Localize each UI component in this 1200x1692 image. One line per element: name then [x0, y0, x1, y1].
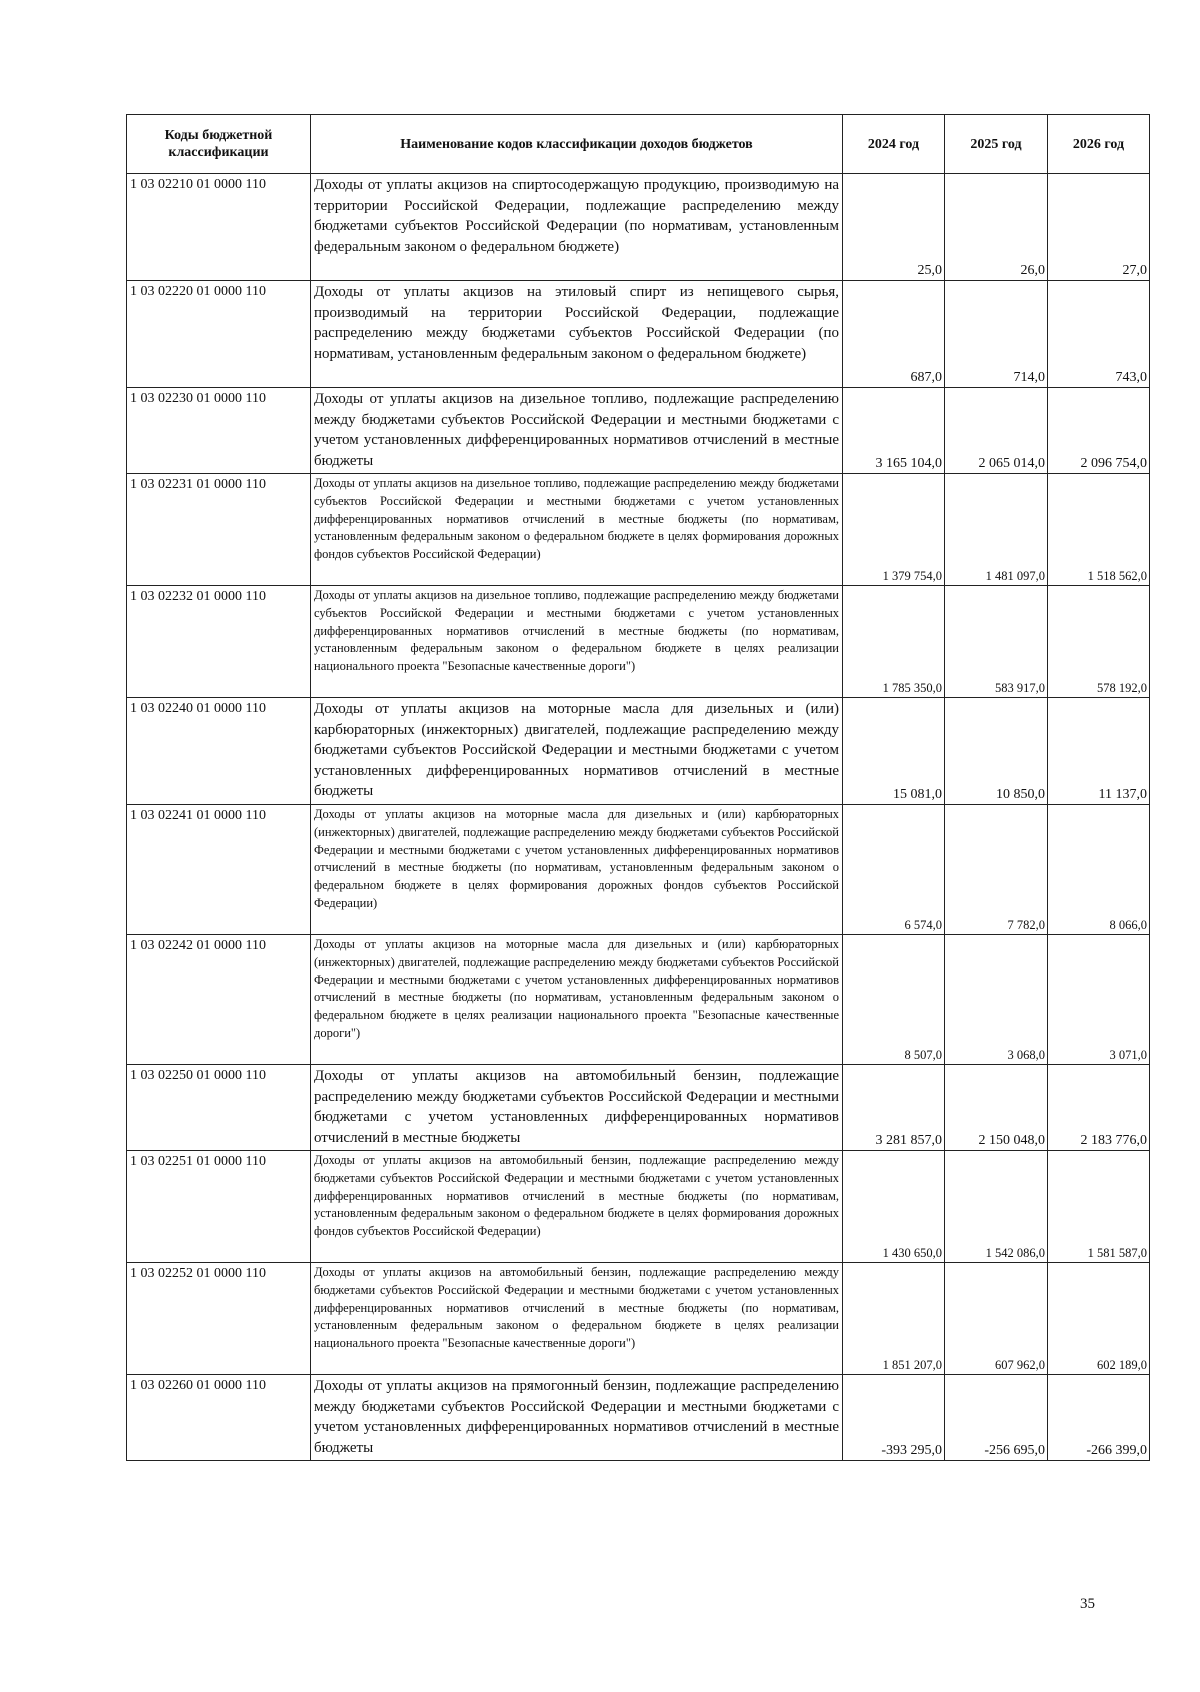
- row-value-2024: 6 574,0: [843, 805, 945, 935]
- table-header-row: [127, 115, 1150, 174]
- row-value-2025: 10 850,0: [945, 698, 1048, 805]
- row-value-2025: 607 962,0: [945, 1263, 1048, 1375]
- row-name: Доходы от уплаты акцизов на моторные масла для дизельных и (или) карбюраторных (инжекторных) двигателей, подлежащие распределению между бюджетами субъектов Российской Федерации и местными бюджетами с учетом установленных дифференцированных нормативов отчислений в местные бюджеты (по нормативам, установленным федеральным законом о федеральном бюджете в целях формирования дорожных фондов субъектов Российской Федерации): [311, 805, 843, 935]
- row-value-2024: 1 379 754,0: [843, 474, 945, 586]
- row-value-2026: 1 581 587,0: [1048, 1151, 1150, 1263]
- row-value-2025: -256 695,0: [945, 1375, 1048, 1461]
- row-name: Доходы от уплаты акцизов на автомобильный бензин, подлежащие распределению между бюджетами субъектов Российской Федерации и местными бюджетами с учетом установленных дифференцированных нормативов отчислений в местные бюджеты: [311, 1065, 843, 1151]
- row-value-2024: 3 281 857,0: [843, 1065, 945, 1151]
- table-row: [127, 698, 1150, 805]
- row-name: Доходы от уплаты акцизов на автомобильный бензин, подлежащие распределению между бюджетами субъектов Российской Федерации и местными бюджетами с учетом установленных дифференцированных нормативов отчислений в местные бюджеты (по нормативам, установленным федеральным законом о федеральном бюджете в целях реализации национального проекта "Безопасные качественные дороги"): [311, 1263, 843, 1375]
- row-value-2024: 15 081,0: [843, 698, 945, 805]
- row-code: 1 03 02210 01 0000 110: [127, 174, 311, 281]
- row-value-2025: 3 068,0: [945, 935, 1048, 1065]
- page-number: 35: [1080, 1596, 1095, 1612]
- table-row: [127, 1065, 1150, 1151]
- row-value-2026: -266 399,0: [1048, 1375, 1150, 1461]
- row-value-2026: 2 096 754,0: [1048, 388, 1150, 474]
- row-code: 1 03 02220 01 0000 110: [127, 281, 311, 388]
- row-code: 1 03 02232 01 0000 110: [127, 586, 311, 698]
- table-row: [127, 174, 1150, 281]
- row-code: 1 03 02230 01 0000 110: [127, 388, 311, 474]
- row-value-2026: 8 066,0: [1048, 805, 1150, 935]
- row-name: Доходы от уплаты акцизов на моторные масла для дизельных и (или) карбюраторных (инжекторных) двигателей, подлежащие распределению между бюджетами субъектов Российской Федерации и местными бюджетами с учетом установленных дифференцированных нормативов отчислений в местные бюджеты: [311, 698, 843, 805]
- row-code: 1 03 02240 01 0000 110: [127, 698, 311, 805]
- row-value-2024: 25,0: [843, 174, 945, 281]
- header-2026: 2026 год: [1048, 115, 1150, 174]
- row-value-2026: 578 192,0: [1048, 586, 1150, 698]
- row-code: 1 03 02260 01 0000 110: [127, 1375, 311, 1461]
- row-name: Доходы от уплаты акцизов на дизельное топливо, подлежащие распределению между бюджетами субъектов Российской Федерации и местными бюджетами с учетом установленных дифференцированных нормативов отчислений в местные бюджеты: [311, 388, 843, 474]
- row-code: 1 03 02251 01 0000 110: [127, 1151, 311, 1263]
- row-name: Доходы от уплаты акцизов на прямогонный бензин, подлежащие распределению между бюджетами субъектов Российской Федерации и местными бюджетами с учетом установленных дифференцированных нормативов отчислений в местные бюджеты: [311, 1375, 843, 1461]
- row-value-2024: 8 507,0: [843, 935, 945, 1065]
- row-code: 1 03 02250 01 0000 110: [127, 1065, 311, 1151]
- row-value-2026: 27,0: [1048, 174, 1150, 281]
- row-value-2024: -393 295,0: [843, 1375, 945, 1461]
- table-row: [127, 1263, 1150, 1375]
- row-value-2026: 2 183 776,0: [1048, 1065, 1150, 1151]
- table-row: [127, 388, 1150, 474]
- row-code: 1 03 02242 01 0000 110: [127, 935, 311, 1065]
- row-value-2026: 602 189,0: [1048, 1263, 1150, 1375]
- row-value-2025: 26,0: [945, 174, 1048, 281]
- row-value-2026: 3 071,0: [1048, 935, 1150, 1065]
- header-code: Коды бюджетной классификации: [127, 115, 311, 174]
- row-value-2025: 714,0: [945, 281, 1048, 388]
- row-value-2025: 2 150 048,0: [945, 1065, 1048, 1151]
- table-row: [127, 1375, 1150, 1461]
- row-value-2024: 1 430 650,0: [843, 1151, 945, 1263]
- row-value-2024: 3 165 104,0: [843, 388, 945, 474]
- row-code: 1 03 02241 01 0000 110: [127, 805, 311, 935]
- header-name: Наименование кодов классификации доходов бюджетов: [311, 115, 843, 174]
- table-row: [127, 586, 1150, 698]
- row-value-2024: 1 785 350,0: [843, 586, 945, 698]
- row-name: Доходы от уплаты акцизов на автомобильный бензин, подлежащие распределению между бюджетами субъектов Российской Федерации и местными бюджетами с учетом установленных дифференцированных нормативов отчислений в местные бюджеты (по нормативам, установленным федеральным законом о федеральном бюджете в целях формирования дорожных фондов субъектов Российской Федерации): [311, 1151, 843, 1263]
- row-name: Доходы от уплаты акцизов на спиртосодержащую продукцию, производимую на территории Российской Федерации, подлежащие распределению между бюджетами субъектов Российской Федерации (по нормативам, установленным федеральным законом о федеральном бюджете): [311, 174, 843, 281]
- row-value-2024: 1 851 207,0: [843, 1263, 945, 1375]
- row-value-2026: 1 518 562,0: [1048, 474, 1150, 586]
- row-value-2025: 1 542 086,0: [945, 1151, 1048, 1263]
- row-value-2025: 2 065 014,0: [945, 388, 1048, 474]
- row-value-2025: 583 917,0: [945, 586, 1048, 698]
- header-2025: 2025 год: [945, 115, 1048, 174]
- table-row: [127, 474, 1150, 586]
- row-code: 1 03 02231 01 0000 110: [127, 474, 311, 586]
- table-row: [127, 805, 1150, 935]
- header-2024: 2024 год: [843, 115, 945, 174]
- row-value-2024: 687,0: [843, 281, 945, 388]
- budget-revenue-table: [126, 114, 1150, 1461]
- row-value-2026: 743,0: [1048, 281, 1150, 388]
- row-name: Доходы от уплаты акцизов на дизельное топливо, подлежащие распределению между бюджетами субъектов Российской Федерации и местными бюджетами с учетом установленных дифференцированных нормативов отчислений в местные бюджеты (по нормативам, установленным федеральным законом о федеральном бюджете в целях реализации национального проекта "Безопасные качественные дороги"): [311, 586, 843, 698]
- row-name: Доходы от уплаты акцизов на дизельное топливо, подлежащие распределению между бюджетами субъектов Российской Федерации и местными бюджетами с учетом установленных дифференцированных нормативов отчислений в местные бюджеты (по нормативам, установленным федеральным законом о федеральном бюджете в целях формирования дорожных фондов субъектов Российской Федерации): [311, 474, 843, 586]
- row-code: 1 03 02252 01 0000 110: [127, 1263, 311, 1375]
- row-value-2025: 7 782,0: [945, 805, 1048, 935]
- table-row: [127, 281, 1150, 388]
- row-value-2026: 11 137,0: [1048, 698, 1150, 805]
- row-value-2025: 1 481 097,0: [945, 474, 1048, 586]
- table-row: [127, 1151, 1150, 1263]
- table-row: [127, 935, 1150, 1065]
- row-name: Доходы от уплаты акцизов на этиловый спирт из непищевого сырья, производимый на территории Российской Федерации, подлежащие распределению между бюджетами субъектов Российской Федерации (по нормативам, установленным федеральным законом о федеральном бюджете): [311, 281, 843, 388]
- row-name: Доходы от уплаты акцизов на моторные масла для дизельных и (или) карбюраторных (инжекторных) двигателей, подлежащие распределению между бюджетами субъектов Российской Федерации и местными бюджетами с учетом установленных дифференцированных нормативов отчислений в местные бюджеты (по нормативам, установленным федеральным законом о федеральном бюджете в целях реализации национального проекта "Безопасные качественные дороги"): [311, 935, 843, 1065]
